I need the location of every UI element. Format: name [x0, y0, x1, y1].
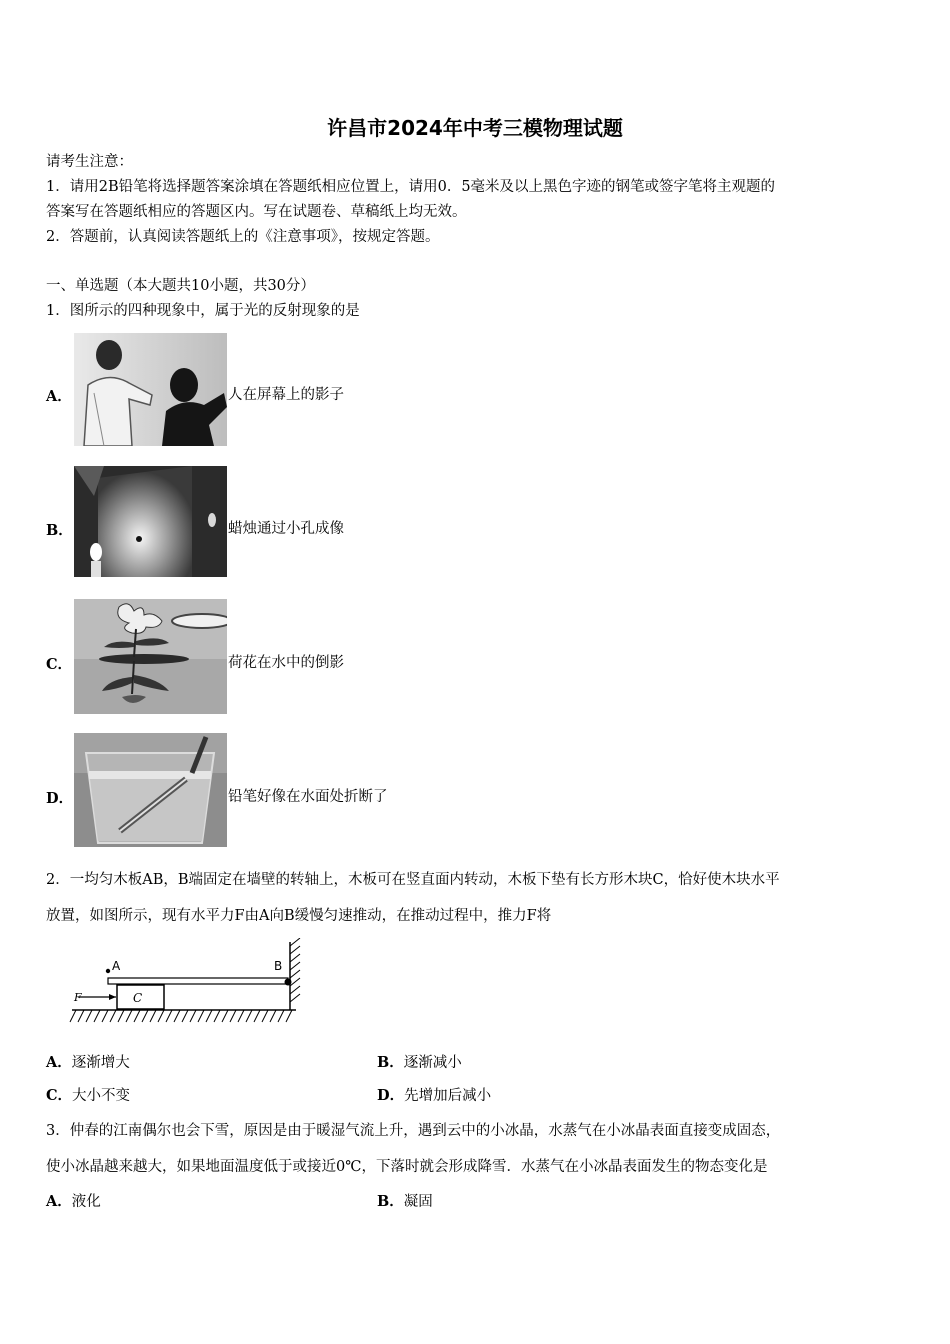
q2-option-a-text: 逐渐增大	[71, 1055, 130, 1071]
notice-heading: 请考生注意：	[46, 154, 133, 170]
ground-hatching	[70, 1010, 292, 1022]
q2-option-a-letter: A．	[46, 1054, 72, 1071]
q1-option-c-text: 荷花在水中的倒影	[228, 655, 344, 671]
q2-option-d-text: 先增加后减小	[404, 1088, 492, 1104]
point-a	[106, 969, 110, 973]
q3-option-b-text: 凝固	[403, 1194, 433, 1210]
q2-option-c-text: 大小不变	[72, 1088, 131, 1104]
q2-option-d	[377, 1086, 491, 1106]
notice-line-3: 2．答题前，认真阅读答题纸上的《注意事项》，按规定答题。	[46, 229, 440, 245]
q3-option-a-letter: A．	[46, 1193, 72, 1210]
board-ab	[108, 978, 288, 984]
q2-option-b	[377, 1053, 462, 1073]
lever-diagram-svg	[64, 938, 309, 1030]
pinhole-candle-photo	[74, 466, 227, 577]
person-shadow-photo	[74, 333, 227, 446]
q1-option-c-letter: C．	[46, 656, 73, 673]
question-1-stem: 1．图所示的四种现象中，属于光的反射现象的是	[46, 303, 360, 319]
q3-option-a	[46, 1192, 101, 1212]
pivot-b	[285, 979, 292, 986]
question-3-line-1: 3．仲春的江南偶尔也会下雪，原因是由于暖湿气流上升，遇到云中的小冰晶，水蒸气在小冰晶表面直接变成固态，	[46, 1123, 781, 1139]
q2-option-d-letter: D．	[377, 1087, 405, 1104]
label-f: F	[74, 991, 82, 1004]
page-title: 许昌市2024年中考三模物理试题	[327, 116, 623, 140]
q1-option-d-text: 铅笔好像在水面处折断了	[228, 789, 388, 805]
q3-option-b	[377, 1192, 433, 1212]
lotus-reflection-photo	[74, 599, 227, 714]
label-a: A	[112, 959, 121, 973]
q1-option-b-text: 蜡烛通过小孔成像	[228, 521, 344, 537]
question-2-line-2: 放置，如图所示，现有水平力F由A向B缓慢匀速推动，在推动过程中，推力F将	[46, 908, 552, 924]
label-b: B	[274, 959, 283, 973]
wall-hatching	[290, 938, 300, 1002]
q1-option-d-letter: D．	[46, 790, 74, 807]
q1-option-b-letter: B．	[46, 522, 73, 539]
q2-option-c-letter: C．	[46, 1087, 73, 1104]
q2-option-b-text: 逐渐减小	[403, 1055, 462, 1071]
label-c: C	[133, 991, 143, 1005]
question-2-line-1: 2．一均匀木板AB，B端固定在墙壁的转轴上，木板可在竖直面内转动，木板下垫有长方形木块C，恰好使木块水平	[46, 872, 780, 888]
q2-option-b-letter: B．	[377, 1054, 404, 1071]
force-arrowhead	[109, 994, 116, 1000]
section-heading: 一、单选题（本大题共10小题，共30分）	[46, 278, 315, 294]
notice-line-2: 答案写在答题纸相应的答题区内。写在试题卷、草稿纸上均无效。	[46, 204, 467, 220]
notice-line-1: 1．请用2B铅笔将选择题答案涂填在答题纸相应位置上，请用0．5毫米及以上黑色字迹的钢笔或签字笔将主观题的	[46, 179, 776, 195]
pencil-in-water-photo	[74, 733, 227, 847]
lever-diagram	[64, 938, 309, 1030]
q1-option-a-letter: A．	[46, 388, 72, 405]
question-3-line-2: 使小冰晶越来越大，如果地面温度低于或接近0℃，下落时就会形成降雪．水蒸气在小冰晶表面发生的物态变化是	[46, 1159, 768, 1175]
q3-option-a-text: 液化	[71, 1194, 101, 1210]
q1-option-a-text: 人在屏幕上的影子	[228, 387, 344, 403]
q2-option-c	[46, 1086, 130, 1106]
q2-option-a	[46, 1053, 130, 1073]
q3-option-b-letter: B．	[377, 1193, 404, 1210]
